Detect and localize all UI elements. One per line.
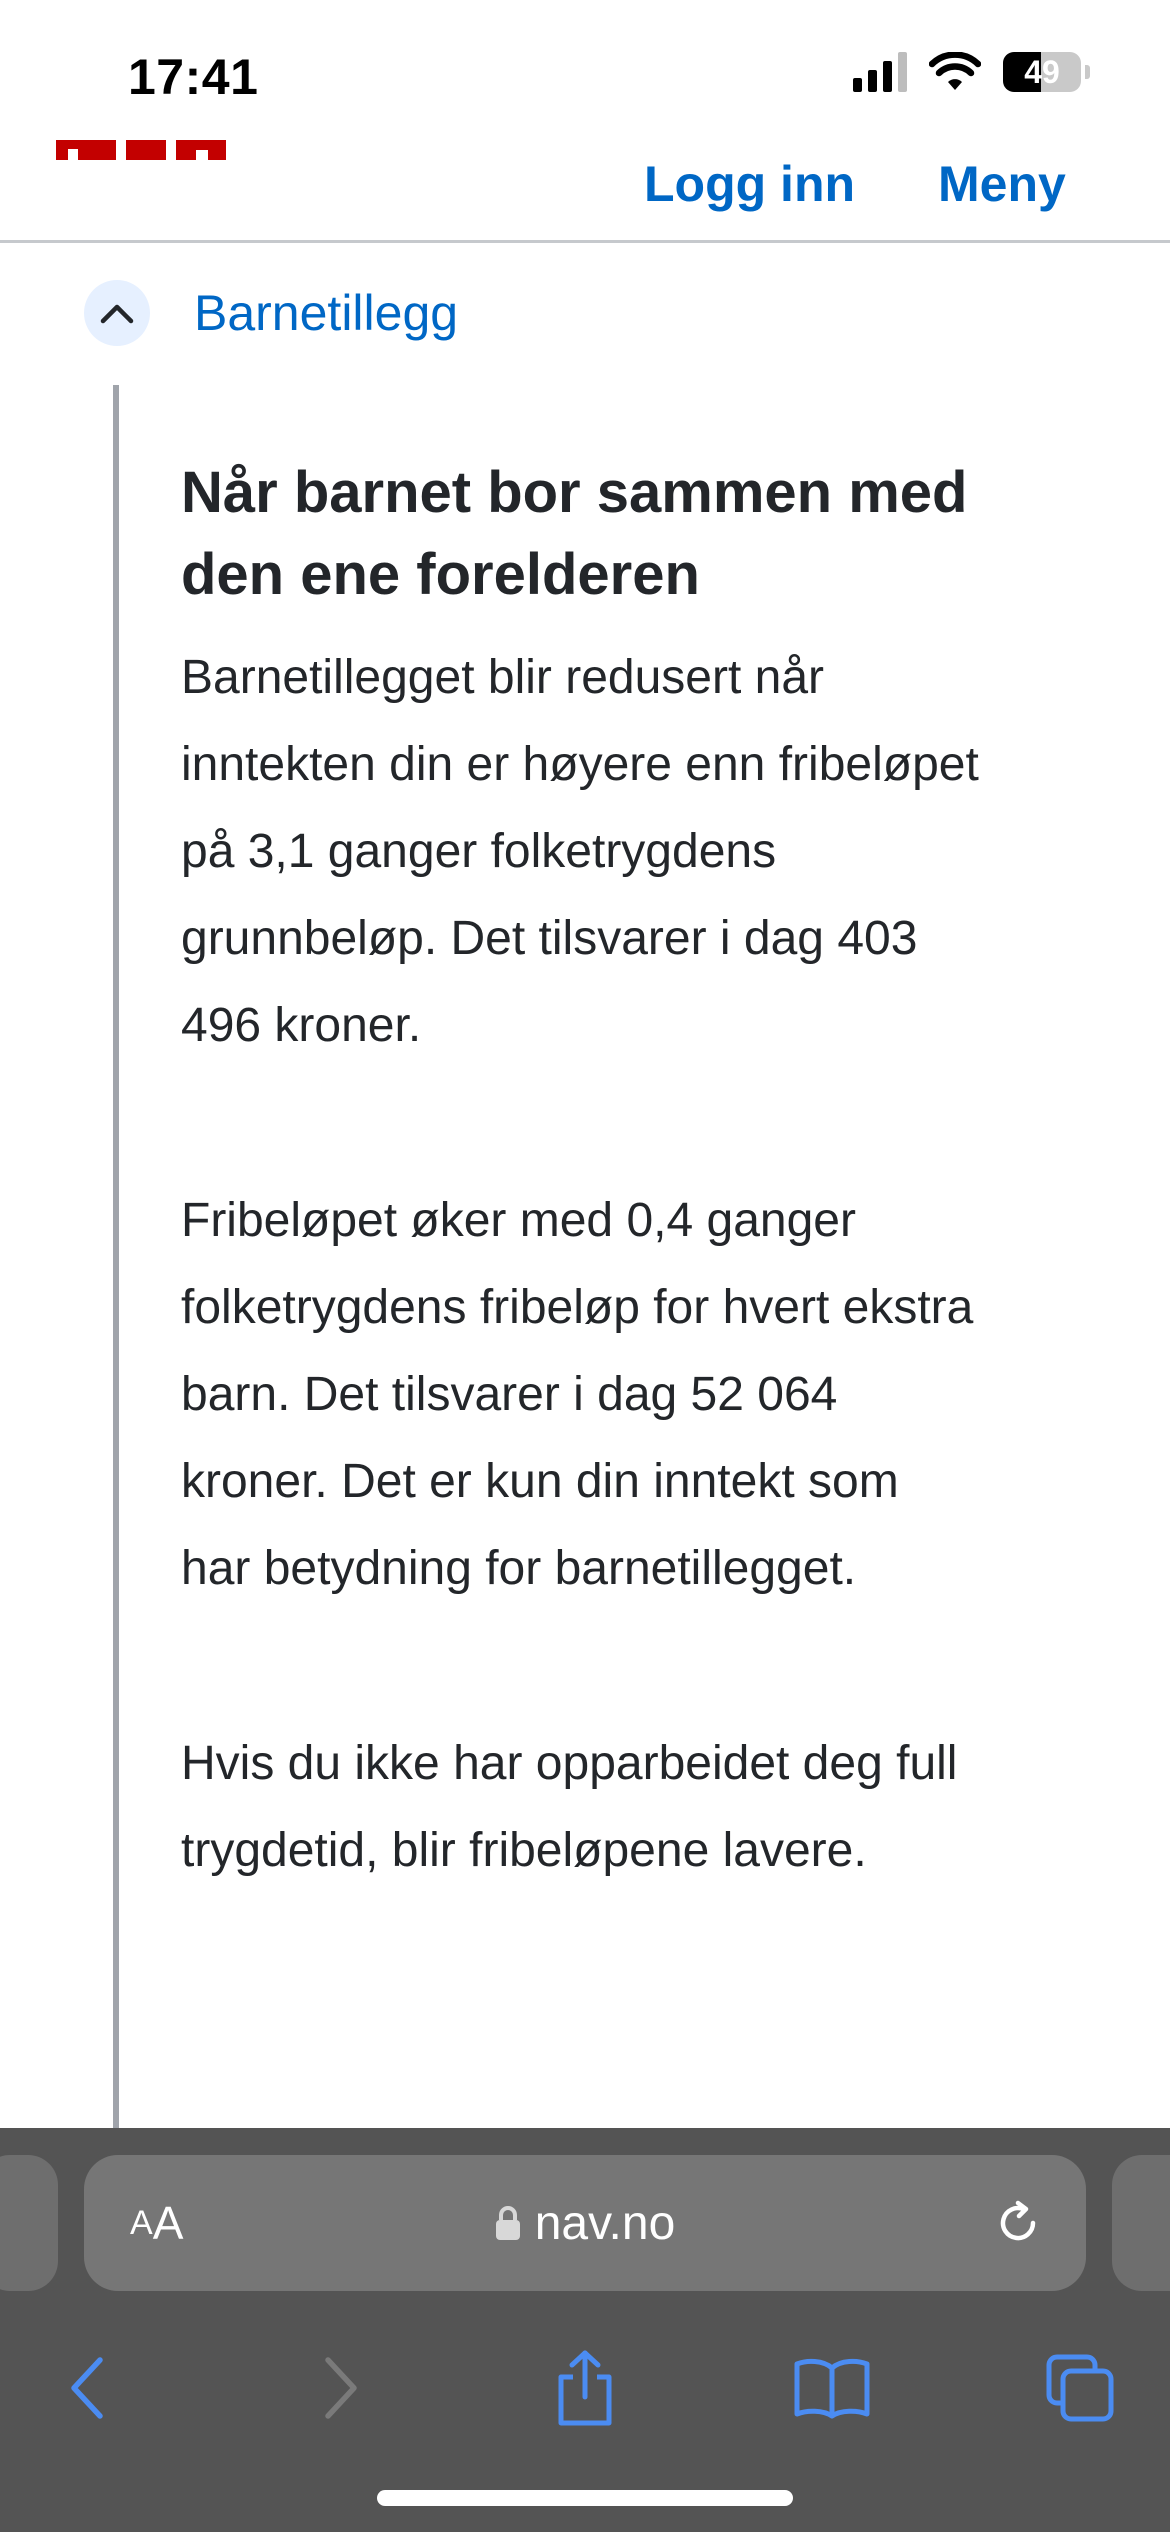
share-icon[interactable] xyxy=(535,2328,635,2448)
wifi-icon xyxy=(929,52,981,92)
accordion-left-rule xyxy=(113,385,119,2135)
forward-icon[interactable] xyxy=(290,2328,390,2448)
address-bar[interactable] xyxy=(84,2155,1086,2291)
battery-percent: 49 xyxy=(1024,53,1060,90)
menu-button[interactable]: Meny xyxy=(938,156,1066,212)
nav-logo[interactable] xyxy=(56,140,228,160)
site-header xyxy=(0,140,1170,243)
text-size-small-a: A xyxy=(130,2203,153,2242)
text-size-big-a: A xyxy=(152,2197,184,2249)
browser-toolbar xyxy=(0,2328,1170,2448)
home-indicator[interactable] xyxy=(377,2490,793,2506)
status-bar xyxy=(0,0,1170,140)
login-link[interactable]: Logg inn xyxy=(644,156,856,212)
content-paragraph-1: Barnetillegget blir redusert når inntekten din er høyere enn fribeløpet på 3,1 ganger folketrygdens grunnbeløp. Det tilsvarer i dag 403 496 kroner. xyxy=(181,651,979,1052)
status-icons xyxy=(853,52,1090,92)
status-time: 17:41 xyxy=(128,49,259,105)
accordion-content xyxy=(181,452,981,2002)
content-paragraph-2: Fribeløpet øker med 0,4 ganger folketrygdens fribeløp for hvert ekstra barn. Det tilsvarer i dag 52 064 kroner. Det er kun din inntekt som har betydning for barnetillegget. xyxy=(181,1194,974,1595)
chevron-up-icon xyxy=(84,280,150,346)
content-paragraph-3: Hvis du ikke har opparbeidet deg full trygdetid, blir fribeløpene lavere. xyxy=(181,1737,958,1877)
bookmarks-icon[interactable] xyxy=(782,2328,882,2448)
lock-icon xyxy=(495,2205,521,2241)
reload-icon[interactable] xyxy=(988,2193,1048,2253)
battery-cap xyxy=(1085,65,1090,79)
browser-bottom-bar xyxy=(0,2128,1170,2532)
url-text: nav.no xyxy=(534,2196,676,2250)
accordion-title: Barnetillegg xyxy=(194,285,459,341)
back-icon[interactable] xyxy=(38,2328,138,2448)
accordion-toggle-barnetillegg[interactable] xyxy=(84,280,458,346)
previous-tab-peek[interactable] xyxy=(0,2155,58,2291)
cellular-signal-icon xyxy=(853,52,907,92)
battery-icon xyxy=(1003,52,1081,92)
url-display[interactable] xyxy=(84,2155,1086,2291)
content-heading: Når barnet bor sammen med den ene forelderen xyxy=(181,460,968,607)
tabs-icon[interactable] xyxy=(1030,2328,1130,2448)
next-tab-peek[interactable] xyxy=(1112,2155,1170,2291)
